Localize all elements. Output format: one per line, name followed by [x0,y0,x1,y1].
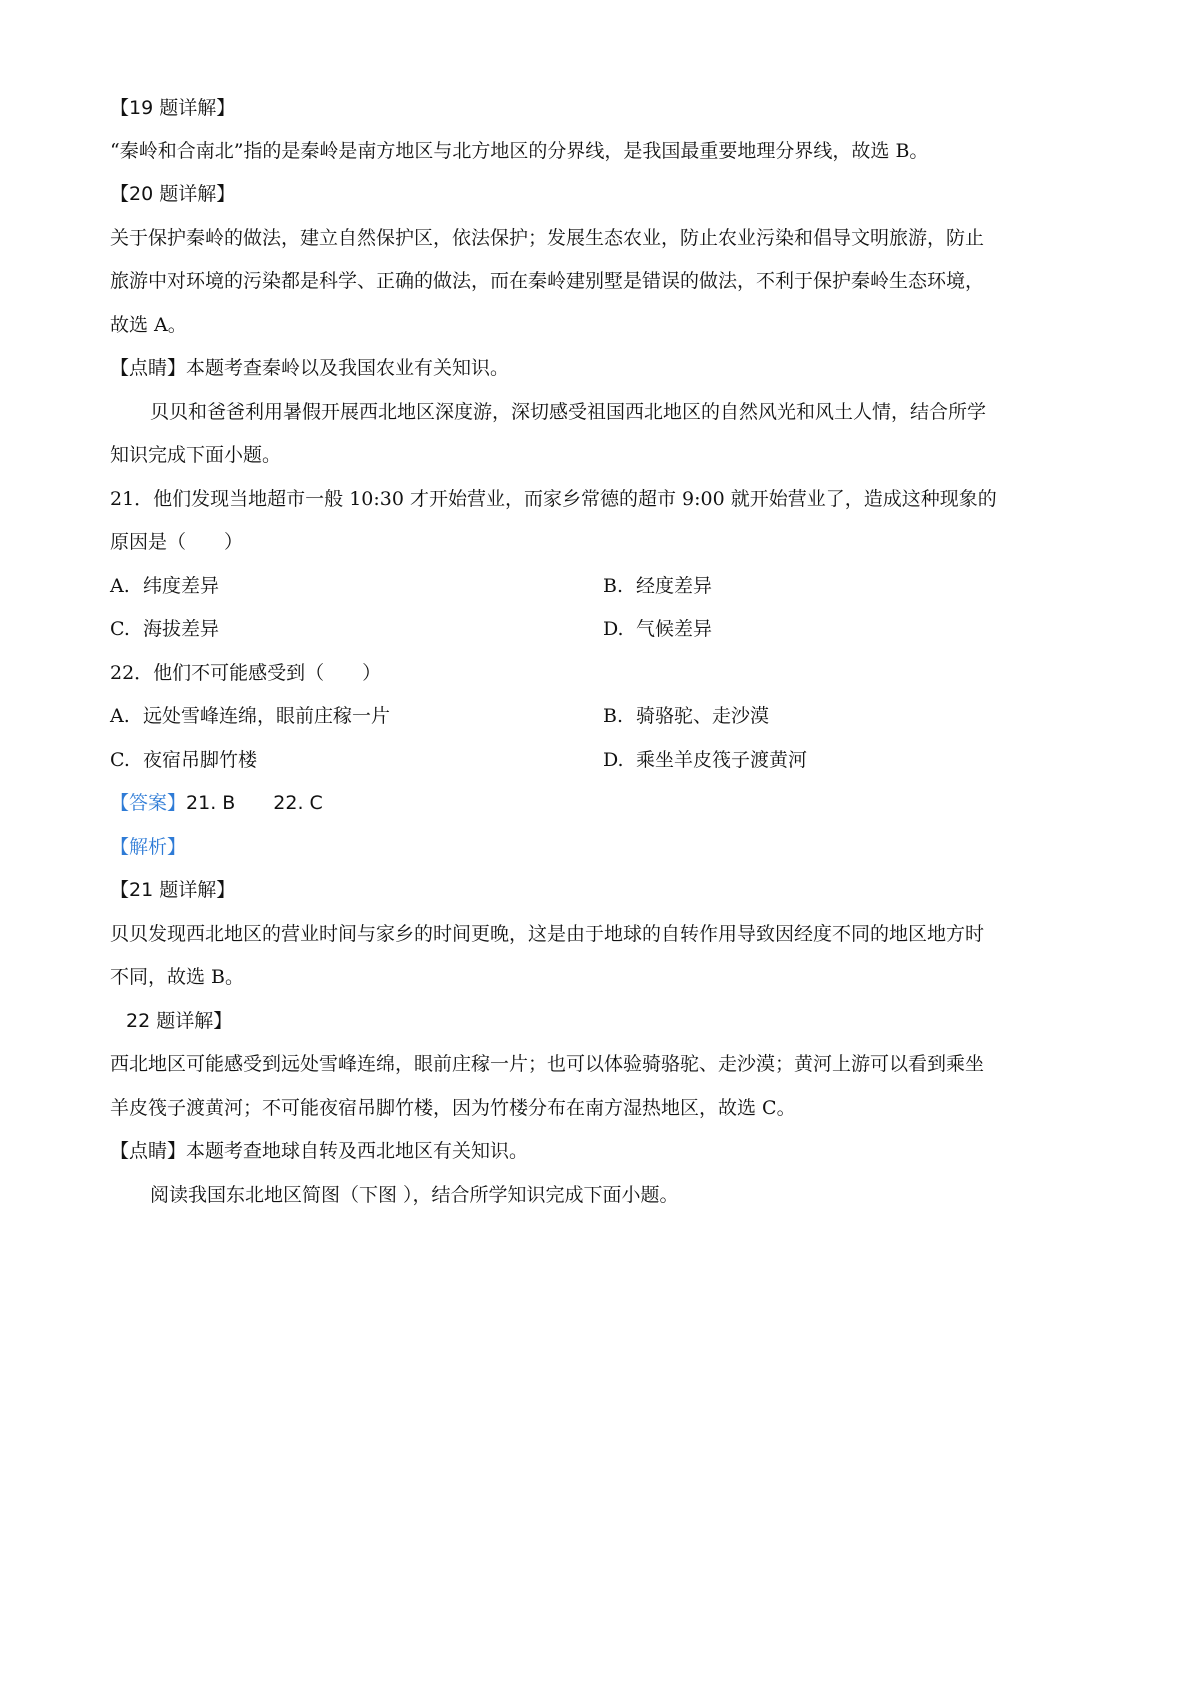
q22-option-c [110,747,257,773]
dianjing-note-2: 【点睛】本题考查地球自转及西北地区有关知识。 [110,1140,529,1162]
q22-heading: 22 题详解】 [126,1010,233,1032]
q21-heading: 【21 题详解】 [110,879,236,901]
option-text: 骑骆驼、走沙漠 [636,705,770,727]
option-text: 乘坐羊皮筏子渡黄河 [636,749,808,771]
q22-explanation-line-2: 羊皮筏子渡黄河；不可能夜宿吊脚竹楼，因为竹楼分布在南方湿热地区，故选 C。 [110,1097,796,1119]
question-21-line-1: 21．他们发现当地超市一般 10:30 才开始营业，而家乡常德的超市 9:00 就开始营业了，造成这种现象的 [110,488,997,510]
dianjing-note-1: 【点睛】本题考查秦岭以及我国农业有关知识。 [110,357,510,379]
option-letter: A. [110,705,130,727]
q21-explanation-line-1: 贝贝发现西北地区的营业时间与家乡的时间更晚，这是由于地球的自转作用导致因经度不同的地区地方时 [110,923,985,945]
option-text: 远处雪峰连绵，眼前庄稼一片 [143,705,391,727]
option-letter: B. [603,575,624,597]
intro-paragraph-line-2: 知识完成下面小题。 [110,444,282,466]
answer-text: 21. B 22. C [186,792,323,814]
question-21-line-2: 原因是（ ） [110,531,244,553]
option-letter: C. [110,618,130,640]
q22-option-b [603,703,769,729]
q22-explanation-line-1: 西北地区可能感受到远处雪峰连绵，眼前庄稼一片；也可以体验骑骆驼、走沙漠；黄河上游可以看到乘坐 [110,1053,985,1075]
intro-paragraph-line-1: 贝贝和爸爸利用暑假开展西北地区深度游，深切感受祖国西北地区的自然风光和风土人情，结合所学 [150,401,987,423]
q21-option-b [603,573,712,599]
option-text: 气候差异 [636,618,713,640]
q21-explanation-line-2: 不同，故选 B。 [110,966,245,988]
option-letter: D. [603,749,624,771]
option-letter: C. [110,749,130,771]
option-letter: A. [110,575,130,597]
q21-option-d [603,616,712,642]
answer-line [110,790,323,816]
option-letter: B. [603,705,624,727]
answer-label: 【答案】 [110,792,187,814]
option-letter: D. [603,618,624,640]
q21-option-a [110,573,219,599]
q22-option-a [110,703,390,729]
question-22: 22．他们不可能感受到（ ） [110,662,382,684]
q20-heading: 【20 题详解】 [110,183,236,205]
analysis-label: 【解析】 [110,836,187,858]
option-text: 夜宿吊脚竹楼 [143,749,258,771]
q20-explanation-line-2: 旅游中对环境的污染都是科学、正确的做法，而在秦岭建别墅是错误的做法，不利于保护秦岭生态环境， [110,270,985,292]
option-text: 纬度差异 [143,575,220,597]
option-text: 经度差异 [636,575,713,597]
q19-heading: 【19 题详解】 [110,97,236,119]
q21-option-c [110,616,219,642]
option-text: 海拔差异 [143,618,220,640]
q20-explanation-line-3: 故选 A。 [110,314,187,336]
q20-explanation-line-1: 关于保护秦岭的做法，建立自然保护区，依法保护；发展生态农业，防止农业污染和倡导文明旅游，防止 [110,227,985,249]
intro-paragraph-2: 阅读我国东北地区简图（下图 ），结合所学知识完成下面小题。 [150,1184,679,1206]
q22-option-d [603,747,807,773]
q19-explanation: “秦岭和合南北”指的是秦岭是南方地区与北方地区的分界线，是我国最重要地理分界线，故选 B。 [110,140,929,162]
